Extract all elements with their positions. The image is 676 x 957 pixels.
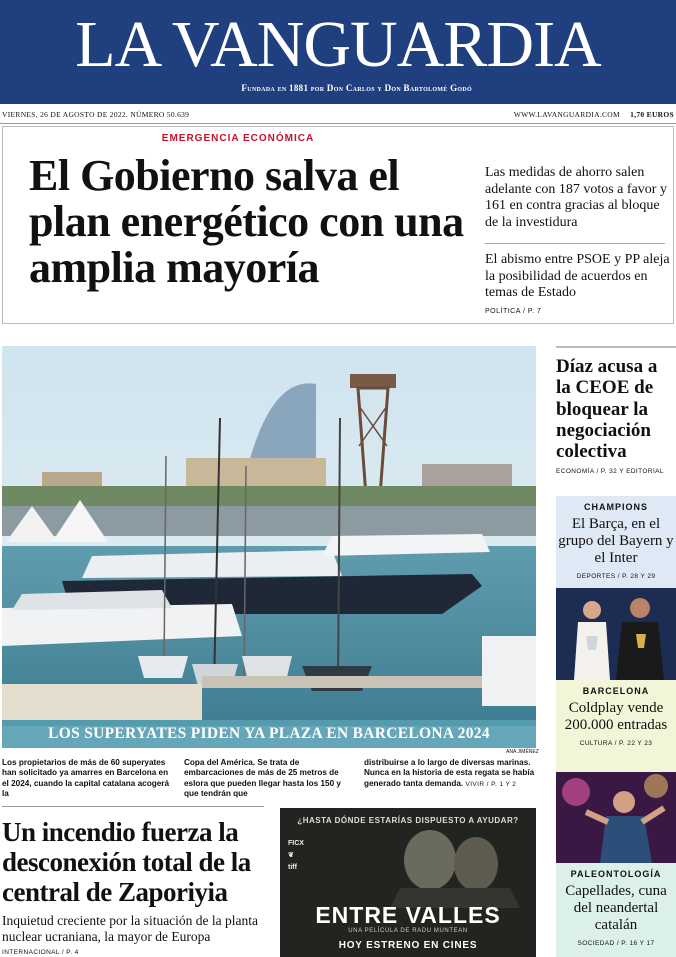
diaz-headline[interactable]: Díaz acusa a la CEOE de bloquear la negociación colectiva bbox=[556, 346, 676, 462]
masthead bbox=[0, 0, 676, 104]
ad-question: ¿HASTA DÓNDE ESTARÍAS DISPUESTO A AYUDAR? bbox=[297, 816, 519, 825]
paleontology-tag: PALEONTOLOGÍA bbox=[570, 869, 662, 879]
trophy-winners-image bbox=[556, 588, 676, 680]
champions-text[interactable]: El Barça, en el grupo del Bayern y el Inter bbox=[558, 516, 674, 566]
ad-director: UNA PELÍCULA DE RADU MUNTEAN bbox=[348, 928, 468, 934]
story-divider bbox=[2, 806, 264, 807]
concert-singer-image bbox=[556, 772, 676, 863]
newspaper-logo[interactable]: LA VANGUARDIA bbox=[75, 8, 601, 81]
dateline bbox=[0, 104, 676, 124]
diaz-story[interactable] bbox=[556, 346, 676, 475]
photo-text-col-2: Copa del América. Se trata de embarcaciones de más de 25 metros de eslora que pueden llegar hasta los 150 y que tendrán que bbox=[184, 758, 341, 798]
coldplay-text[interactable]: Coldplay vende 200.000 entradas bbox=[564, 700, 668, 733]
photo-text-col-3 bbox=[364, 758, 536, 790]
paleontology-text[interactable]: Capellades, cuna del neandertal catalán bbox=[565, 883, 667, 933]
festival-ficx: FICX bbox=[288, 840, 304, 847]
lead-subhead-2: El abismo entre PSOE y PP aleja la posibilidad de acuerdos en temas de Estado bbox=[485, 252, 670, 300]
paleontology-teaser[interactable] bbox=[556, 863, 676, 957]
ad-festival-badges bbox=[288, 838, 304, 874]
diaz-section-ref[interactable]: ECONOMÍA / P. 32 Y EDITORIAL bbox=[556, 468, 664, 476]
lead-story[interactable] bbox=[2, 126, 674, 324]
ad-film-title: ENTRE VALLES bbox=[315, 902, 501, 928]
paleontology-section-ref[interactable]: SOCIEDAD / P. 16 Y 17 bbox=[577, 940, 655, 947]
lead-side bbox=[485, 165, 671, 320]
photo-text-col-1: Los propietarios de más de 60 superyates han solicitado ya amarres en Barcelona en el 2024, cuando la capital catalana acogerá la bbox=[2, 758, 170, 798]
ad-release: HOY ESTRENO EN CINES bbox=[338, 940, 478, 951]
dateline-right bbox=[514, 110, 674, 119]
price: 1,70 EUROS bbox=[630, 110, 674, 119]
zaporiyia-headline[interactable]: Un incendio fuerza la desconexión total de la central de Zaporiyia bbox=[2, 817, 251, 907]
champions-tag: CHAMPIONS bbox=[583, 502, 648, 512]
champions-photo[interactable] bbox=[556, 588, 676, 680]
zaporiyia-story[interactable] bbox=[2, 806, 264, 956]
lead-divider bbox=[485, 243, 665, 244]
champions-section-ref[interactable]: DEPORTES / P. 28 Y 29 bbox=[576, 573, 656, 580]
film-advertisement[interactable] bbox=[280, 808, 536, 957]
festival-tiff: tiff bbox=[288, 864, 297, 871]
lead-section-ref[interactable]: POLÍTICA / P. 7 bbox=[485, 307, 542, 315]
coldplay-section-ref[interactable]: CULTURA / P. 22 Y 23 bbox=[579, 740, 653, 747]
photo-section-ref[interactable]: VIVIR / P. 1 Y 2 bbox=[465, 780, 517, 788]
photo-text-col-3-body: distribuirse a lo largo de diversas marinas. Nunca en la historia de esta regata se había generado tanta demanda. bbox=[364, 758, 535, 788]
coldplay-photo[interactable] bbox=[556, 772, 676, 863]
harbor-illustration bbox=[2, 346, 536, 748]
photo-credit: ANA JIMÉNEZ bbox=[506, 749, 539, 755]
laurel-icon: ❦ bbox=[288, 852, 294, 859]
barcelona-tag: BARCELONA bbox=[582, 686, 650, 696]
coldplay-teaser[interactable] bbox=[556, 680, 676, 772]
superyachts-photo[interactable] bbox=[2, 346, 536, 748]
film-ad-image bbox=[280, 808, 536, 957]
lead-headline[interactable]: El Gobierno salva el plan energético con una amplia mayoría bbox=[29, 151, 464, 292]
issue-date: VIERNES, 26 DE AGOSTO DE 2022. NÚMERO 50.639 bbox=[2, 110, 190, 119]
photo-caption: LOS SUPERYATES PIDEN YA PLAZA EN BARCELONA 2024 bbox=[2, 720, 536, 748]
zaporiyia-section-ref[interactable]: INTERNACIONAL / P. 4 bbox=[2, 949, 79, 956]
lead-kicker: EMERGENCIA ECONÓMICA bbox=[161, 133, 315, 144]
lead-subhead-1: Las medidas de ahorro salen adelante con 187 votos a favor y 161 en contra gracias al bloque de la investidura bbox=[485, 165, 667, 230]
zaporiyia-subhead: Inquietud creciente por la situación de la planta nuclear ucraniana, la mayor de Europa bbox=[2, 913, 259, 944]
website-link[interactable]: WWW.LAVANGUARDIA.COM bbox=[513, 110, 620, 119]
founded-line: Fundada en 1881 por Don Carlos y Don Bartolomé Godó bbox=[241, 83, 472, 93]
champions-teaser[interactable] bbox=[556, 496, 676, 588]
